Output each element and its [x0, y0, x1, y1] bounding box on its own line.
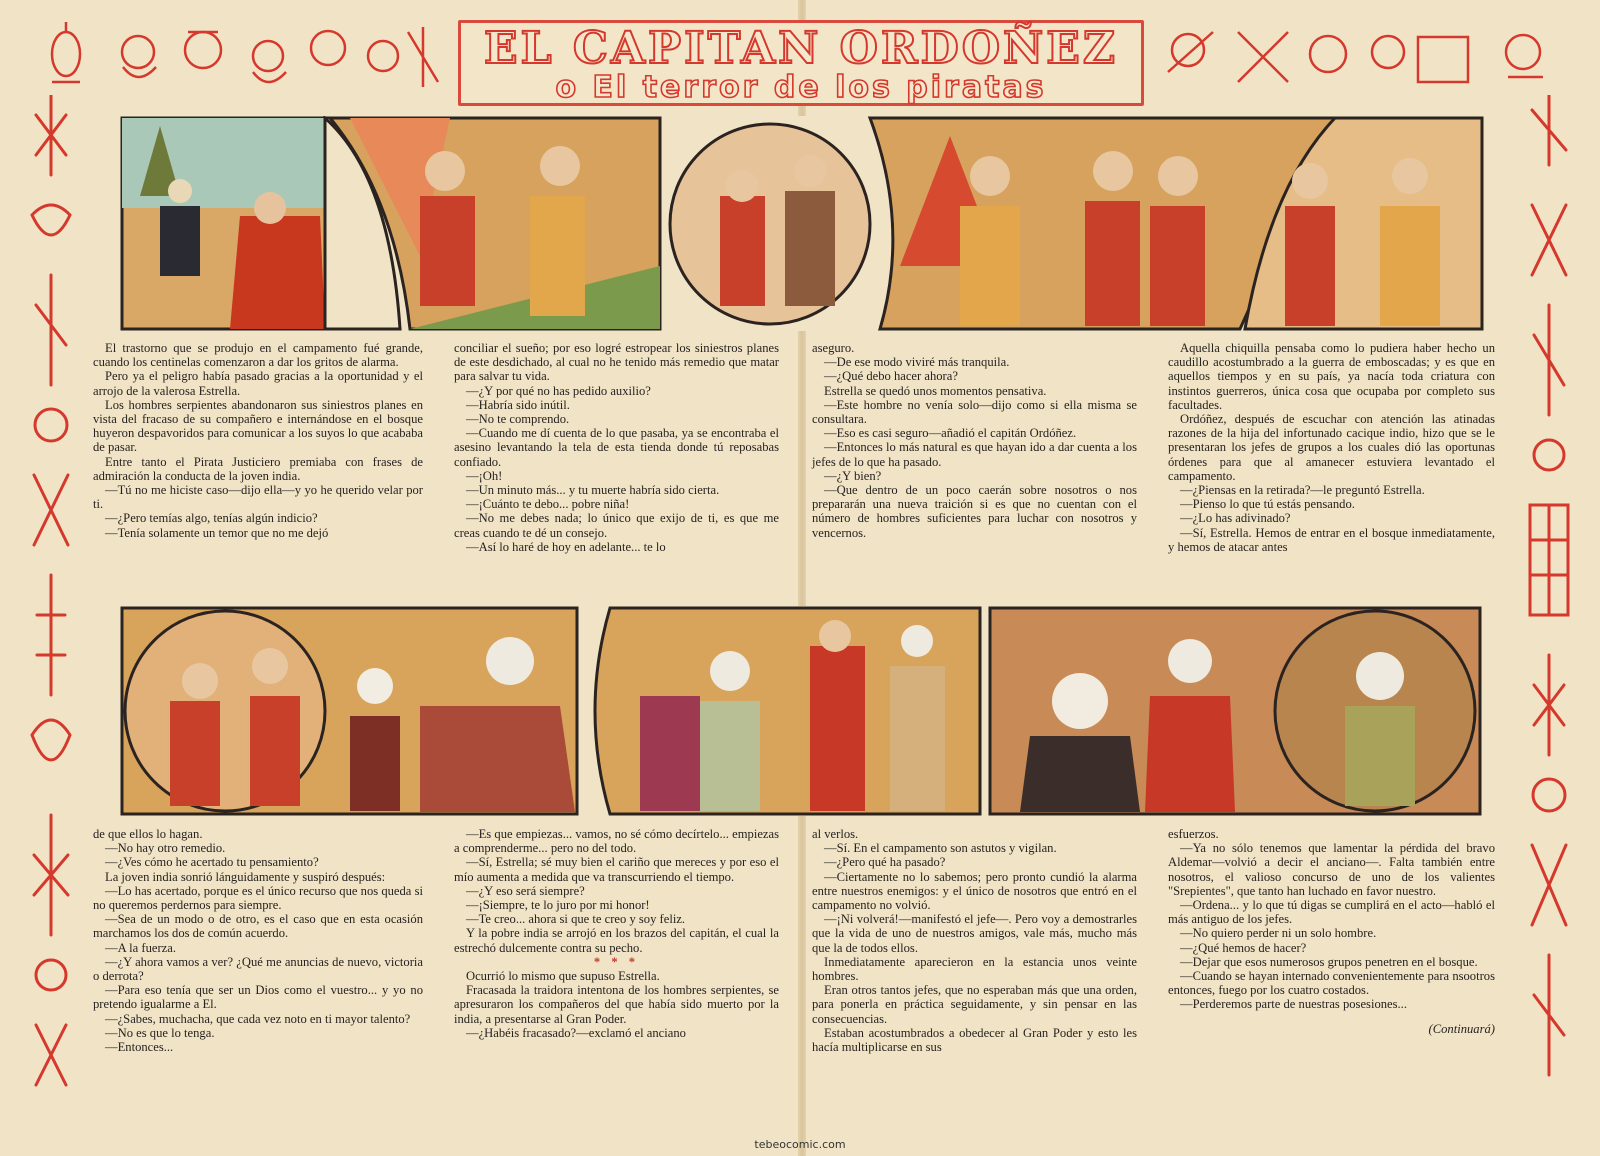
comic-strip-top: [120, 116, 1484, 331]
paragraph: Estaban acostumbrados a obedecer al Gran Poder y esto les hacía multiplicarse en sus: [812, 1025, 1137, 1055]
paragraph: —¿Y por qué no has pedido auxilio?: [466, 383, 651, 398]
panel-7: [595, 608, 980, 814]
paragraph: —¿Piensas en la retirada?—le preguntó Estrella.: [1180, 483, 1425, 498]
paragraph: Aquella chiquilla pensaba como lo pudiera haber hecho un caudillo acostumbrado a la guerra de emboscadas; y es que en aquellos tiempos y en su país, ya nacía toda criatura con instintos guerreros, única cosa que ocupaba por completo sus facultades.: [1168, 341, 1495, 412]
paragraph: —No te comprendo.: [466, 412, 570, 427]
paragraph: —Habría sido inútil.: [466, 397, 570, 412]
paragraph: —¿Lo has adivinado?: [1180, 511, 1291, 526]
paragraph: —¿Y eso será siempre?: [466, 883, 585, 898]
text-column-4: [1168, 341, 1495, 554]
paragraph: —Dejar que esos numerosos grupos penetren en el bosque.: [1180, 954, 1478, 969]
paragraph: —Sí, Estrella; sé muy bien el cariño que mereces y por eso el mío aumenta a medida que va transcurriendo el tiempo.: [454, 855, 779, 884]
text-column-2: [454, 341, 779, 554]
paragraph: —Cuando se hayan internado convenientemente para nsootros entonces, fuego por los cuatro costados.: [1168, 969, 1495, 998]
paragraph: —¿Qué debo hacer ahora?: [824, 369, 958, 384]
paragraph: —Ciertamente no lo sabemos; pero pronto cundió la alarma entre nuestros enemigos: y el único de nosotros que entró en el campamento no volvió.: [812, 869, 1137, 913]
paragraph: de que ellos lo hagan.: [93, 827, 203, 841]
page-subtitle: o El terror de los piratas: [555, 70, 1047, 105]
page-title: EL CAPITAN ORDOÑEZ: [484, 23, 1118, 74]
paragraph: El trastorno que se produjo en el campamento fué grande, cuando los centinelas comenzaron a dar los gritos de alarma.: [93, 341, 423, 370]
paragraph: —¿Pero temías algo, tenías algún indicio?: [105, 511, 318, 526]
paragraph: —¿Y ahora vamos a ver? ¿Qué me anuncias de nuevo, victoria o derrota?: [93, 954, 423, 984]
paragraph: al verlos.: [812, 827, 859, 841]
text-column-5: [93, 827, 423, 1054]
paragraph: —Es que empiezas... vamos, no sé cómo decírtelo... empiezas a comprenderme... pero no del todo.: [454, 827, 779, 856]
paragraph: —No me debes nada; lo único que exijo de ti, es que me creas cuando te dé un consejo.: [454, 511, 779, 540]
paragraph: —Entonces lo más natural es que hayan ido a dar cuenta a los jefes de lo que ha pasado.: [812, 440, 1137, 469]
paragraph: —¡Oh!: [466, 468, 503, 483]
section-separator: * * *: [593, 954, 640, 969]
paragraph: —Ya no sólo tenemos que lamentar la pérdida del bravo Aldemar—volvió a decir el anciano—. Falta también entre nosotros, el valioso concurso de uno de los valientes "Srepientes", que tanto han luchado en favor nuestro.: [1168, 841, 1495, 898]
paragraph: —No quiero perder ni un solo hombre.: [1180, 926, 1377, 941]
paragraph: —No hay otro remedio.: [105, 841, 226, 856]
paragraph: —¿Habéis fracasado?—exclamó el anciano: [466, 1025, 686, 1040]
panel-6: [122, 608, 577, 814]
paragraph: La joven india sonrió lánguidamente y suspiró después:: [105, 869, 386, 884]
paragraph: Ocurrió lo mismo que supuso Estrella.: [466, 969, 660, 984]
paragraph: —¡Cuánto te debo... pobre niña!: [466, 497, 630, 512]
paragraph: —¡Siempre, te lo juro por mi honor!: [466, 898, 650, 913]
text-column-8: [1168, 827, 1495, 1036]
paragraph: —No es que lo tenga.: [105, 1025, 215, 1040]
left-border-ornament-icon: [22, 95, 80, 1095]
paragraph: —Que dentro de un poco caerán sobre nosotros o nos prepararán una nueva traición si es que no cuentan con el número de hombres suficientes para luchar con nosotros y vencernos.: [812, 483, 1137, 540]
paragraph: —¿Pero qué ha pasado?: [824, 855, 946, 870]
right-border-ornament-icon: [1520, 95, 1578, 1095]
paragraph: Estrella se quedó unos momentos pensativa.: [824, 383, 1047, 398]
paragraph: —¿Sabes, muchacha, que cada vez noto en ti mayor talento?: [105, 1011, 411, 1026]
text-column-7: [812, 827, 1137, 1054]
paragraph: Y la pobre india se arrojó en los brazos del capitán, el cual la estrechó dulcemente contra su pecho.: [454, 926, 779, 955]
paragraph: conciliar el sueño; por eso logré estropear los siniestros planes de este desdichado, al cual no he tenido más remedio que matar para salvar tu vida.: [454, 341, 779, 384]
paragraph: —Entonces...: [105, 1040, 174, 1055]
header-banner: [28, 12, 1572, 105]
paragraph: Inmediatamente aparecieron en la estancia unos veinte hombres.: [812, 954, 1137, 984]
paragraph: Pero ya el peligro había pasado gracias a la oportunidad y el arrojo de la valerosa Estrella.: [93, 369, 423, 398]
text-column-3: [812, 341, 1137, 540]
text-column-1: [93, 341, 423, 540]
paragraph: —¿Qué hemos de hacer?: [1180, 940, 1307, 955]
continued-note: (Continuará): [1428, 1021, 1495, 1036]
paragraph: Eran otros tantos jefes, que no esperaban más que una orden, para ponerla en práctica seguidamente, y sin pensar en las consecuencias.: [812, 983, 1137, 1026]
panel-1: [122, 118, 327, 329]
paragraph: —Un minuto más... y tu muerte habría sido cierta.: [466, 483, 720, 498]
paragraph: —Así lo haré de hoy en adelante... te lo: [466, 539, 666, 554]
paragraph: —Cuando me dí cuenta de lo que pasaba, ya se encontraba el asesino levantando la tela de esta tienda donde tú reposabas confiado.: [454, 426, 779, 469]
comic-strip-bottom: [120, 606, 1484, 816]
paragraph: —Pienso lo que tú estás pensando.: [1180, 497, 1355, 512]
paragraph: —Ordena... y lo que tú digas se cumplirá en el acto—habló el más antiguo de los jefes.: [1168, 898, 1495, 927]
paragraph: Entre tanto el Pirata Justiciero premiaba con frases de admiración la conducta de la joven india.: [93, 454, 423, 483]
title-box: [458, 20, 1144, 106]
paragraph: —¿Ves cómo he acertado tu pensamiento?: [105, 855, 319, 870]
paragraph: —Sea de un modo o de otro, es el caso que en esta ocasión marchamos los dos de común acuerdo.: [93, 912, 423, 941]
paragraph: —Eso es casi seguro—añadió el capitán Ordóñez.: [824, 426, 1077, 441]
paragraph: —Lo has acertado, porque es el único recurso que nos queda si no queremos perdernos para siempre.: [93, 883, 423, 913]
paragraph: —Este hombre no venía solo—dijo como si ella misma se consultara.: [812, 397, 1137, 427]
panel-3: [670, 124, 870, 324]
paragraph: —A la fuerza.: [105, 940, 176, 955]
paragraph: aseguro.: [812, 341, 855, 355]
text-column-6: [454, 827, 779, 1040]
paragraph: —Sí. En el campamento son astutos y vigilan.: [824, 841, 1057, 856]
paragraph: Ordóñez, después de escuchar con atención las atinadas razones de la hija del infortunado cacique indio, hizo que se le presentaran los jefes de grupos a los cuales dió las oportunas órdenes para que al amanecer estuviera levantado el campamento.: [1168, 412, 1495, 483]
paragraph: —Te creo... ahora si que te creo y soy feliz.: [466, 912, 686, 927]
paragraph: esfuerzos.: [1168, 827, 1219, 841]
paragraph: Fracasada la traidora intentona de los hombres serpientes, se apresuraron los compañeros del que había sido muerto por la india, a presentarse al Gran Poder.: [454, 983, 779, 1026]
paragraph: —De ese modo viviré más tranquila.: [824, 355, 1010, 370]
paragraph: —¿Y bien?: [824, 468, 882, 483]
paragraph: —Tú no me hiciste caso—dijo ella—y yo he querido velar por ti.: [93, 483, 423, 512]
paragraph: —Sí, Estrella. Hemos de entrar en el bosque inmediatamente, y hemos de atacar antes: [1168, 525, 1495, 554]
paragraph: Los hombres serpientes abandonaron sus siniestros planes en vista del fracaso de su compañero e internándose en el bosque huyeron despavoridos para comunicar a los suyos lo que acababa de pasar.: [93, 397, 423, 455]
paragraph: —¡Ni volverá!—manifestó el jefe—. Pero voy a demostrarles que la vida de uno de nuestros amigos, vale más, mucho más que la de todos ellos.: [812, 912, 1137, 955]
panel-8: [990, 608, 1480, 814]
paragraph: —Tenía solamente un temor que no me dejó: [105, 525, 329, 540]
paragraph: —Perderemos parte de nuestras posesiones...: [1180, 997, 1407, 1012]
paragraph: —Para eso tenía que ser un Dios como el vuestro... y yo no pretendo igualarme a El.: [93, 983, 423, 1012]
watermark: tebeocomic.com: [754, 1138, 846, 1151]
